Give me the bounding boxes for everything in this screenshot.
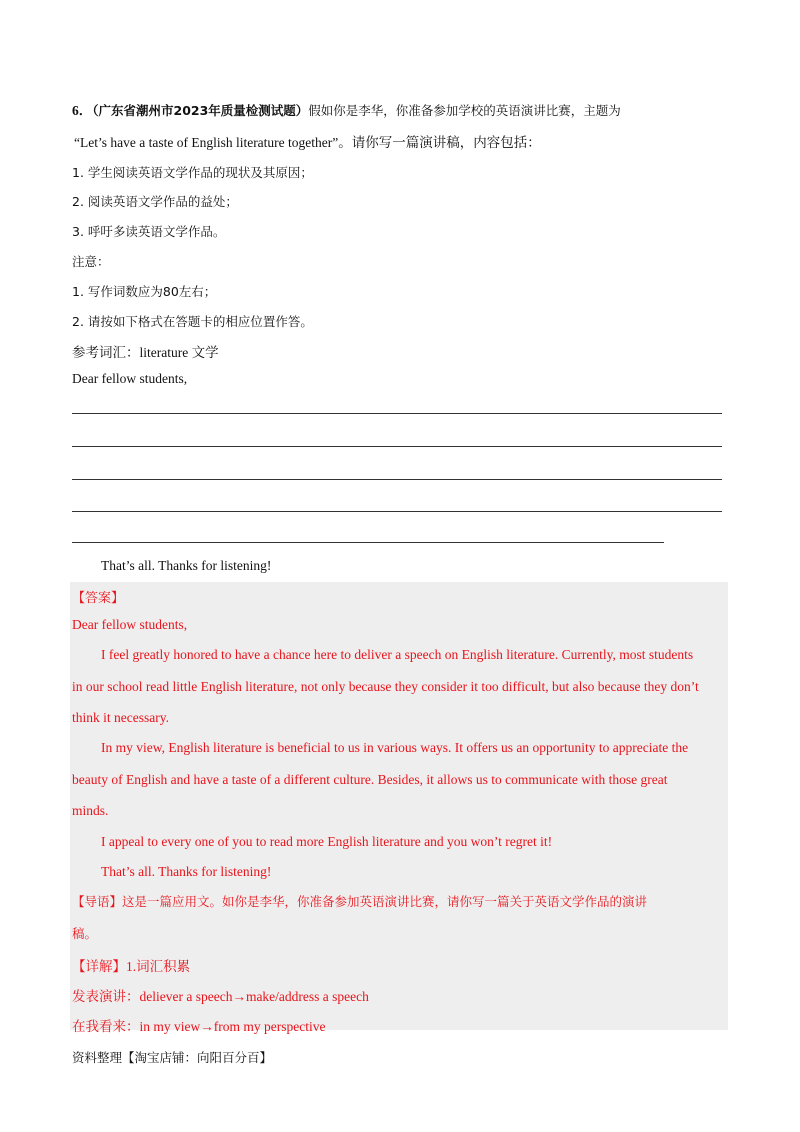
- vocab-accumulation: 发表演讲：deliever a speech→make/address a speech: [72, 989, 369, 1004]
- answer-line-text: That’s all. Thanks for listening!: [101, 864, 272, 879]
- answer-line-text: In my view, English literature is beneficial to us in various ways. It offers us an opportunity to appreciate the: [101, 740, 689, 755]
- answer-line-text: minds.: [72, 803, 109, 818]
- answer-line: [72, 511, 722, 512]
- answer-line: [72, 446, 722, 447]
- requirement-item: 1. 学生阅读英语文学作品的现状及其原因；: [72, 165, 313, 180]
- answer-line: [72, 542, 664, 543]
- question-prompt: 假如你是李华，你准备参加学校的英语演讲比赛，主题为: [308, 103, 621, 118]
- requirement-item: 2. 阅读英语文学作品的益处；: [72, 194, 238, 209]
- vocab-accumulation: 在我看来：in my view→from my perspective: [72, 1019, 326, 1034]
- note-item: 2. 请按如下格式在答题卡的相应位置作答。: [72, 314, 313, 329]
- answer-line-text: in our school read little English literature, not only because they consider it too difficult, but also because they don’t: [72, 679, 699, 694]
- answer-tag: 【答案】: [72, 591, 125, 606]
- answer-line-text: I appeal to every one of you to read more English literature and you won’t regret it!: [101, 834, 553, 849]
- guide-text: 稿。: [72, 926, 98, 941]
- answer-line-text: I feel greatly honored to have a chance here to deliver a speech on English literature. Currently, most students: [101, 647, 694, 662]
- answer-line-text: beauty of English and have a taste of a different culture. Besides, it allows us to communicate with those great: [72, 772, 668, 787]
- footer-note: 资料整理【淘宝店铺：向阳百分百】: [72, 1050, 273, 1065]
- question-source: （广东省潮州市2023年质量检测试题）: [92, 103, 309, 118]
- note-title: 注意：: [72, 254, 110, 269]
- question-number: 6．: [72, 103, 93, 118]
- answer-line: [72, 413, 722, 414]
- note-item: 1. 写作词数应为80左右；: [72, 284, 217, 299]
- detail-heading: 【详解】1.词汇积累: [72, 959, 191, 974]
- question-topic: “Let’s have a taste of English literature together”。请你写一篇演讲稿，内容包括：: [74, 135, 541, 150]
- closing-line: That’s all. Thanks for listening!: [101, 558, 272, 573]
- vocab-hint: 参考词汇：literature 文学: [72, 345, 219, 360]
- answer-line-text: think it necessary.: [72, 710, 169, 725]
- requirement-item: 3. 呼吁多读英语文学作品。: [72, 224, 226, 239]
- question-header: [72, 99, 621, 119]
- answer-salutation: Dear fellow students,: [72, 617, 188, 632]
- guide-text: 【导语】这是一篇应用文。如你是李华，你准备参加英语演讲比赛，请你写一篇关于英语文学作品的演讲: [72, 894, 648, 909]
- answer-line: [72, 479, 722, 480]
- salutation: Dear fellow students,: [72, 371, 188, 386]
